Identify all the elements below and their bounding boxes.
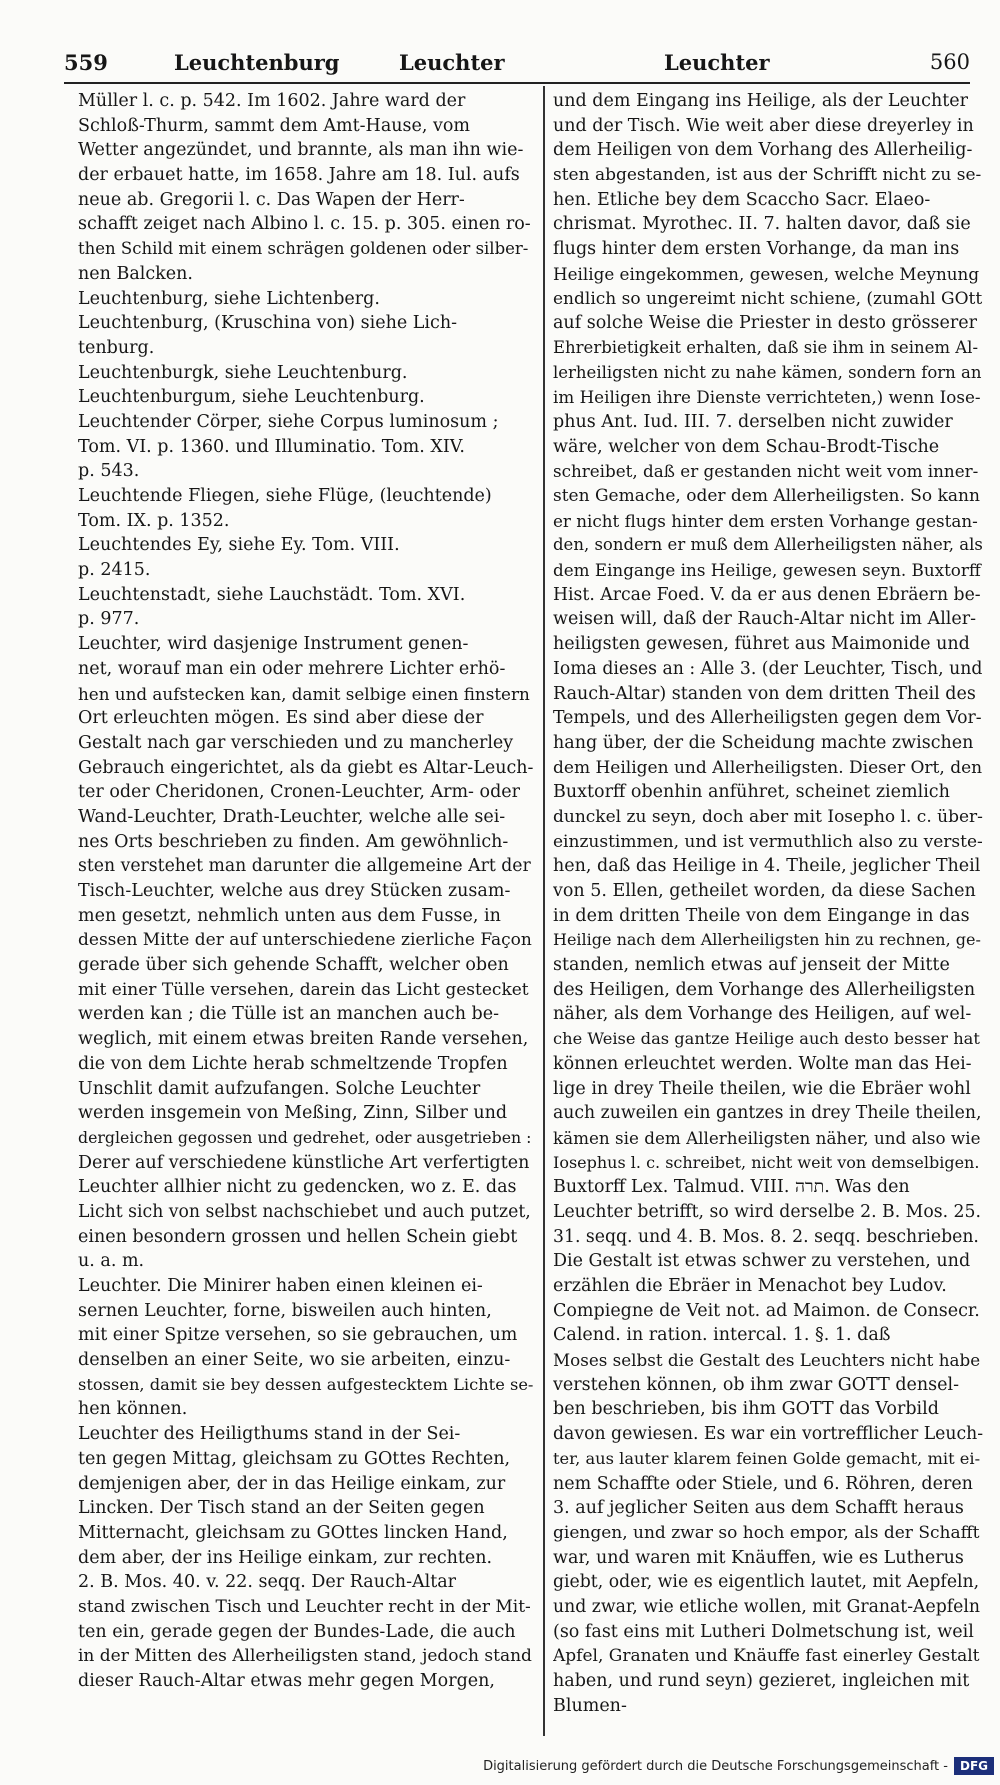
text-line: lerheiligsten nicht zu nahe kämen, sondern forn an bbox=[553, 362, 982, 382]
text-line: Apfel, Granaten und Knäuffe fast einerley Gestalt bbox=[553, 1646, 980, 1667]
text-line: er nicht flugs hinter dem ersten Vorhange gestan- bbox=[553, 510, 978, 531]
text-line: endlich so ungereimt nicht schiene, (zumahl GOtt bbox=[553, 288, 983, 309]
text-line: Lincken. Der Tisch stand an der Seiten gegen bbox=[78, 1498, 485, 1519]
text-line: 2. B. Mos. 40. v. 22. seqq. Der Rauch-Altar bbox=[78, 1572, 457, 1593]
text-line: verstehen können, ob ihm zwar GOTT densel- bbox=[553, 1374, 959, 1395]
text-line: neue ab. Gregorii l. c. Das Wapen der Herr- bbox=[78, 189, 465, 210]
text-line: schafft zeiget nach Albino l. c. 15. p. 305. einen ro- bbox=[78, 214, 531, 235]
text-line: haben, und rund seyn) gezieret, ingleichen mit bbox=[553, 1671, 970, 1691]
text-line: sten Gemache, oder dem Allerheiligsten. So kann bbox=[553, 486, 980, 506]
text-line: Unschlit damit aufzufangen. Solche Leuchter bbox=[78, 1078, 481, 1099]
running-head-middle: Leuchter bbox=[399, 50, 505, 75]
text-line: Tom. IX. p. 1352. bbox=[78, 510, 230, 531]
text-line: men gesetzt, nehmlich unten aus dem Fusse, in bbox=[78, 905, 501, 926]
text-line: Buxtorff obenhin anführet, scheinet ziemlich bbox=[553, 782, 950, 803]
text-line: Leuchter des Heiligthums stand in der Sei- bbox=[78, 1424, 461, 1445]
text-line: phus Ant. Iud. III. 7. derselben nicht zuwider bbox=[553, 411, 953, 432]
text-line: Blumen- bbox=[553, 1695, 627, 1716]
text-line: dieser Rauch-Altar etwas mehr gegen Morgen, bbox=[78, 1671, 495, 1691]
text-line: tenburg. bbox=[78, 337, 155, 358]
footer-credit: Digitalisierung gefördert durch die Deutsche Forschungsgemeinschaft - bbox=[483, 1758, 948, 1774]
text-line: heiligsten gewesen, führet aus Maimonide und bbox=[553, 634, 970, 655]
text-line: Leuchter. Die Minirer haben einen kleinen ei- bbox=[78, 1276, 483, 1296]
running-head-right: Leuchter bbox=[664, 50, 770, 75]
text-line: hen, daß das Heilige in 4. Theile, jeglicher Theil bbox=[553, 856, 981, 877]
text-line: von 5. Ellen, getheilet worden, da diese Sachen bbox=[553, 881, 976, 901]
text-line: chrismat. Myrothec. II. 7. halten davor, daß sie bbox=[553, 214, 971, 235]
text-line: giebt, oder, wie es eigentlich lautet, mit Aepfeln, bbox=[553, 1572, 980, 1593]
text-line: den, sondern er muß dem Allerheiligsten näher, als bbox=[553, 535, 983, 555]
text-line: Schloß-Thurm, sammt dem Amt-Hause, vom bbox=[78, 115, 471, 136]
text-line: einen besondern grossen und hellen Schein giebt bbox=[78, 1226, 518, 1247]
text-line: davon gewiesen. Es war ein vortrefflicher Leuch- bbox=[553, 1424, 983, 1445]
text-line: Müller l. c. p. 542. Im 1602. Jahre ward der bbox=[78, 91, 466, 111]
page-number-left: 559 bbox=[64, 50, 108, 75]
text-line: (so fast eins mit Lutheri Dolmetschung ist, weil bbox=[553, 1621, 974, 1642]
text-line: erzählen die Ebräer in Menachot bey Ludov. bbox=[553, 1276, 947, 1296]
dfg-logo: DFG bbox=[954, 1757, 994, 1775]
text-line: u. a. m. bbox=[78, 1251, 145, 1272]
text-line: Ioma dieses an : Alle 3. (der Leuchter, Tisch, und bbox=[553, 658, 983, 679]
text-line: gerade über sich gehende Schafft, welcher oben bbox=[78, 955, 509, 976]
text-line: wäre, welcher von dem Schau-Brodt-Tische bbox=[553, 436, 940, 457]
text-line: Ort erleuchten mögen. Es sind aber diese der bbox=[78, 708, 484, 729]
text-line: dem Heiligen und Allerheiligsten. Dieser Ort, den bbox=[553, 757, 983, 778]
text-line: kämen sie dem Allerheiligsten näher, und also wie bbox=[553, 1127, 981, 1148]
text-line: Hist. Arcae Foed. V. da er aus denen Ebräern be- bbox=[553, 584, 981, 605]
text-line: denselben an einer Seite, wo sie arbeiten, einzu- bbox=[78, 1350, 511, 1371]
text-line: standen, nemlich etwas auf jenseit der Mitte bbox=[553, 955, 950, 976]
text-line: in der Mitten des Allerheiligsten stand, jedoch stand bbox=[78, 1646, 532, 1667]
text-line: Wetter angezündet, und brannte, als man ihn wie- bbox=[78, 140, 524, 161]
text-line: ter, aus lauter klarem feinen Golde gemacht, mit ei- bbox=[553, 1448, 981, 1468]
text-line: Leuchtendes Ey, siehe Ey. Tom. VIII. bbox=[78, 535, 400, 556]
text-line: sten verstehet man darunter die allgemeine Art der bbox=[78, 856, 531, 877]
text-line: des Heiligen, dem Vorhange des Allerheiligsten bbox=[553, 979, 976, 1000]
text-line: dunckel zu seyn, doch aber mit Iosepho l. c. über- bbox=[553, 806, 983, 827]
text-line: mit einer Spitze versehen, so sie gebrauchen, um bbox=[78, 1325, 518, 1346]
text-line: näher, als dem Vorhange des Heiligen, auf wel- bbox=[553, 1004, 972, 1025]
text-line: und zwar, wie etliche wollen, mit Granat-Aepfeln bbox=[553, 1596, 980, 1617]
text-line: ten gegen Mittag, gleichsam zu GOttes Rechten, bbox=[78, 1448, 511, 1469]
text-line: lige in drey Theile theilen, wie die Ebräer wohl bbox=[553, 1078, 971, 1099]
text-line: hen. Etliche bey dem Scaccho Sacr. Elaeo- bbox=[553, 189, 931, 210]
text-line: ten ein, gerade gegen der Bundes-Lade, die auch bbox=[78, 1621, 516, 1642]
text-line: Moses selbst die Gestalt des Leuchters nicht habe bbox=[553, 1350, 981, 1371]
text-line: Iosephus l. c. schreibet, nicht weit von demselbigen. bbox=[553, 1152, 980, 1172]
text-line: nen Balcken. bbox=[78, 263, 193, 284]
text-line: hen können. bbox=[78, 1399, 188, 1420]
text-line: Heilige nach dem Allerheiligsten hin zu rechnen, ge- bbox=[553, 930, 981, 950]
text-line: hen und aufstecken kan, damit selbige einen finstern bbox=[78, 683, 530, 704]
text-line: Tempels, und des Allerheiligsten gegen dem Vor- bbox=[553, 708, 982, 729]
text-line: Gestalt nach gar verschieden und zu mancherley bbox=[78, 732, 514, 753]
text-line: nes Orts beschrieben zu finden. Am gewöhnlich- bbox=[78, 831, 509, 852]
text-line: im Heiligen ihre Dienste verrichteten,) wenn Iose- bbox=[553, 387, 981, 408]
text-line: demjenigen aber, der in das Heilige einkam, zur bbox=[78, 1473, 506, 1494]
text-line: weglich, mit einem etwas breiten Rande versehen, bbox=[78, 1029, 529, 1050]
page-number-right: 560 bbox=[929, 50, 970, 74]
text-line: hang über, der die Scheidung machte zwischen bbox=[553, 732, 974, 753]
text-line: Compiegne de Veit not. ad Maimon. de Consecr. bbox=[553, 1300, 980, 1321]
text-line: 31. seqq. und 4. B. Mos. 8. 2. seqq. beschrieben. bbox=[553, 1226, 979, 1247]
text-line: Leuchtender Cörper, siehe Corpus luminosum ; bbox=[78, 411, 499, 432]
text-line: auf solche Weise die Priester in desto grösserer bbox=[553, 313, 977, 334]
text-line: Die Gestalt ist etwas schwer zu verstehen, und bbox=[553, 1251, 971, 1272]
text-line: dem Heiligen von dem Vorhang des Allerheilig- bbox=[553, 140, 973, 161]
column-divider bbox=[543, 86, 545, 1736]
text-line: giengen, und zwar so hoch empor, als der Schafft bbox=[553, 1522, 980, 1543]
text-line: dem Eingange ins Heilige, gewesen seyn. Buxtorff bbox=[553, 560, 981, 581]
text-line: Leuchtende Fliegen, siehe Flüge, (leuchtende) bbox=[78, 486, 492, 506]
text-line: und der Tisch. Wie weit aber diese dreyerley in bbox=[553, 115, 974, 136]
text-line: Ehrerbietigkeit erhalten, daß sie ihm in seinem Al- bbox=[553, 337, 979, 357]
text-line: werden insgemein von Meßing, Zinn, Silber und bbox=[78, 1103, 508, 1124]
text-line: dem aber, der ins Heilige einkam, zur rechten. bbox=[78, 1547, 493, 1568]
text-line: nem Schaffte oder Stiele, und 6. Röhren, deren bbox=[553, 1473, 973, 1494]
text-line: dergleichen gegossen und gedrehet, oder ausgetrieben : bbox=[78, 1127, 532, 1147]
text-line: einzustimmen, und ist vermuthlich also zu verste- bbox=[553, 831, 983, 852]
text-line: Tisch-Leuchter, welche aus drey Stücken zusam- bbox=[78, 881, 511, 901]
text-line: p. 543. bbox=[78, 461, 140, 482]
text-line: Mitternacht, gleichsam zu GOttes lincken Hand, bbox=[78, 1522, 508, 1543]
text-line: Leuchtenburgum, siehe Leuchtenburg. bbox=[78, 387, 425, 408]
text-line: stossen, damit sie bey dessen aufgestecktem Lichte se- bbox=[78, 1374, 533, 1394]
right-column bbox=[553, 89, 983, 1718]
text-line: Wand-Leuchter, Drath-Leuchter, welche alle sei- bbox=[78, 806, 506, 827]
text-line: net, worauf man ein oder mehrere Lichter erhö- bbox=[78, 658, 506, 679]
text-line: auch zuweilen ein gantzes in drey Theile theilen, bbox=[553, 1103, 982, 1124]
text-line: die von dem Lichte herab schmeltzende Tropfen bbox=[78, 1053, 508, 1074]
text-line: werden kan ; die Tülle ist an manchen auch be- bbox=[78, 1004, 500, 1025]
text-line: Gebrauch eingerichtet, als da giebt es Altar-Leuch- bbox=[78, 757, 533, 778]
text-line: Tom. VI. p. 1360. und Illuminatio. Tom. XIV. bbox=[78, 436, 465, 457]
text-line: weisen will, daß der Rauch-Altar nicht im Aller- bbox=[553, 609, 977, 630]
text-line: mit einer Tülle versehen, darein das Licht gestecket bbox=[78, 979, 529, 1000]
text-line: che Weise das gantze Heilige auch desto besser hat bbox=[553, 1029, 980, 1049]
text-line: sten abgestanden, ist aus der Schrifft nicht zu se- bbox=[553, 165, 982, 186]
text-line: p. 2415. bbox=[78, 560, 151, 581]
text-line: Leuchtenburg, siehe Lichtenberg. bbox=[78, 288, 380, 309]
text-line: und dem Eingang ins Heilige, als der Leuchter bbox=[553, 91, 968, 111]
text-line: schreibet, daß er gestanden nicht weit vom inner- bbox=[553, 461, 979, 482]
text-line: Leuchtenburg, (Kruschina von) siehe Lich- bbox=[78, 313, 458, 334]
text-line: Leuchter betrifft, so wird derselbe 2. B. Mos. 25. bbox=[553, 1201, 981, 1222]
text-line: war, und waren mit Knäuffen, wie es Lutherus bbox=[553, 1547, 964, 1568]
text-line: ben beschrieben, bis ihm GOTT das Vorbild bbox=[553, 1399, 939, 1420]
text-line: Rauch-Altar) standen von dem dritten Theil des bbox=[553, 683, 976, 704]
text-line: p. 977. bbox=[78, 609, 140, 630]
text-line: Leuchtenstadt, siehe Lauchstädt. Tom. XVI. bbox=[78, 584, 466, 605]
text-line: flugs hinter dem ersten Vorhange, da man ins bbox=[553, 239, 960, 260]
header-rule bbox=[64, 82, 970, 84]
text-line: Licht sich von selbst nachschiebet und auch putzet, bbox=[78, 1201, 531, 1222]
text-line: Calend. in ration. intercal. 1. §. 1. daß bbox=[553, 1325, 891, 1346]
text-line: der erbauet hatte, im 1658. Jahre am 18. Iul. aufs bbox=[78, 165, 520, 186]
text-line: Buxtorff Lex. Talmud. VIII. תרה. Was den bbox=[553, 1177, 910, 1198]
left-column bbox=[78, 89, 533, 1694]
text-line: ter oder Cheridonen, Cronen-Leuchter, Arm- oder bbox=[78, 782, 520, 803]
text-line: dessen Mitte der auf unterschiedene zierliche Façon bbox=[78, 930, 532, 951]
running-head-left: Leuchtenburg bbox=[174, 50, 340, 75]
text-line: 3. auf jeglicher Seiten aus dem Schafft heraus bbox=[553, 1498, 964, 1519]
text-line: Leuchtenburgk, siehe Leuchtenburg. bbox=[78, 362, 408, 383]
text-line: in dem dritten Theile von dem Eingange in das bbox=[553, 905, 970, 926]
page-header bbox=[64, 50, 970, 84]
text-line: Leuchter allhier nicht zu gedencken, wo z. E. das bbox=[78, 1177, 517, 1198]
text-line: then Schild mit einem schrägen goldenen oder silber- bbox=[78, 239, 529, 259]
text-line: Leuchter, wird dasjenige Instrument genen- bbox=[78, 634, 469, 655]
text-line: sernen Leuchter, forne, bisweilen auch hinten, bbox=[78, 1300, 492, 1321]
text-line: Heilige eingekommen, gewesen, welche Meynung bbox=[553, 263, 980, 284]
digitization-footer bbox=[483, 1753, 994, 1779]
text-line: können erleuchtet werden. Wolte man das Hei- bbox=[553, 1053, 972, 1074]
text-line: Derer auf verschiedene künstliche Art verfertigten bbox=[78, 1152, 530, 1173]
text-line: stand zwischen Tisch und Leuchter recht in der Mit- bbox=[78, 1596, 531, 1617]
